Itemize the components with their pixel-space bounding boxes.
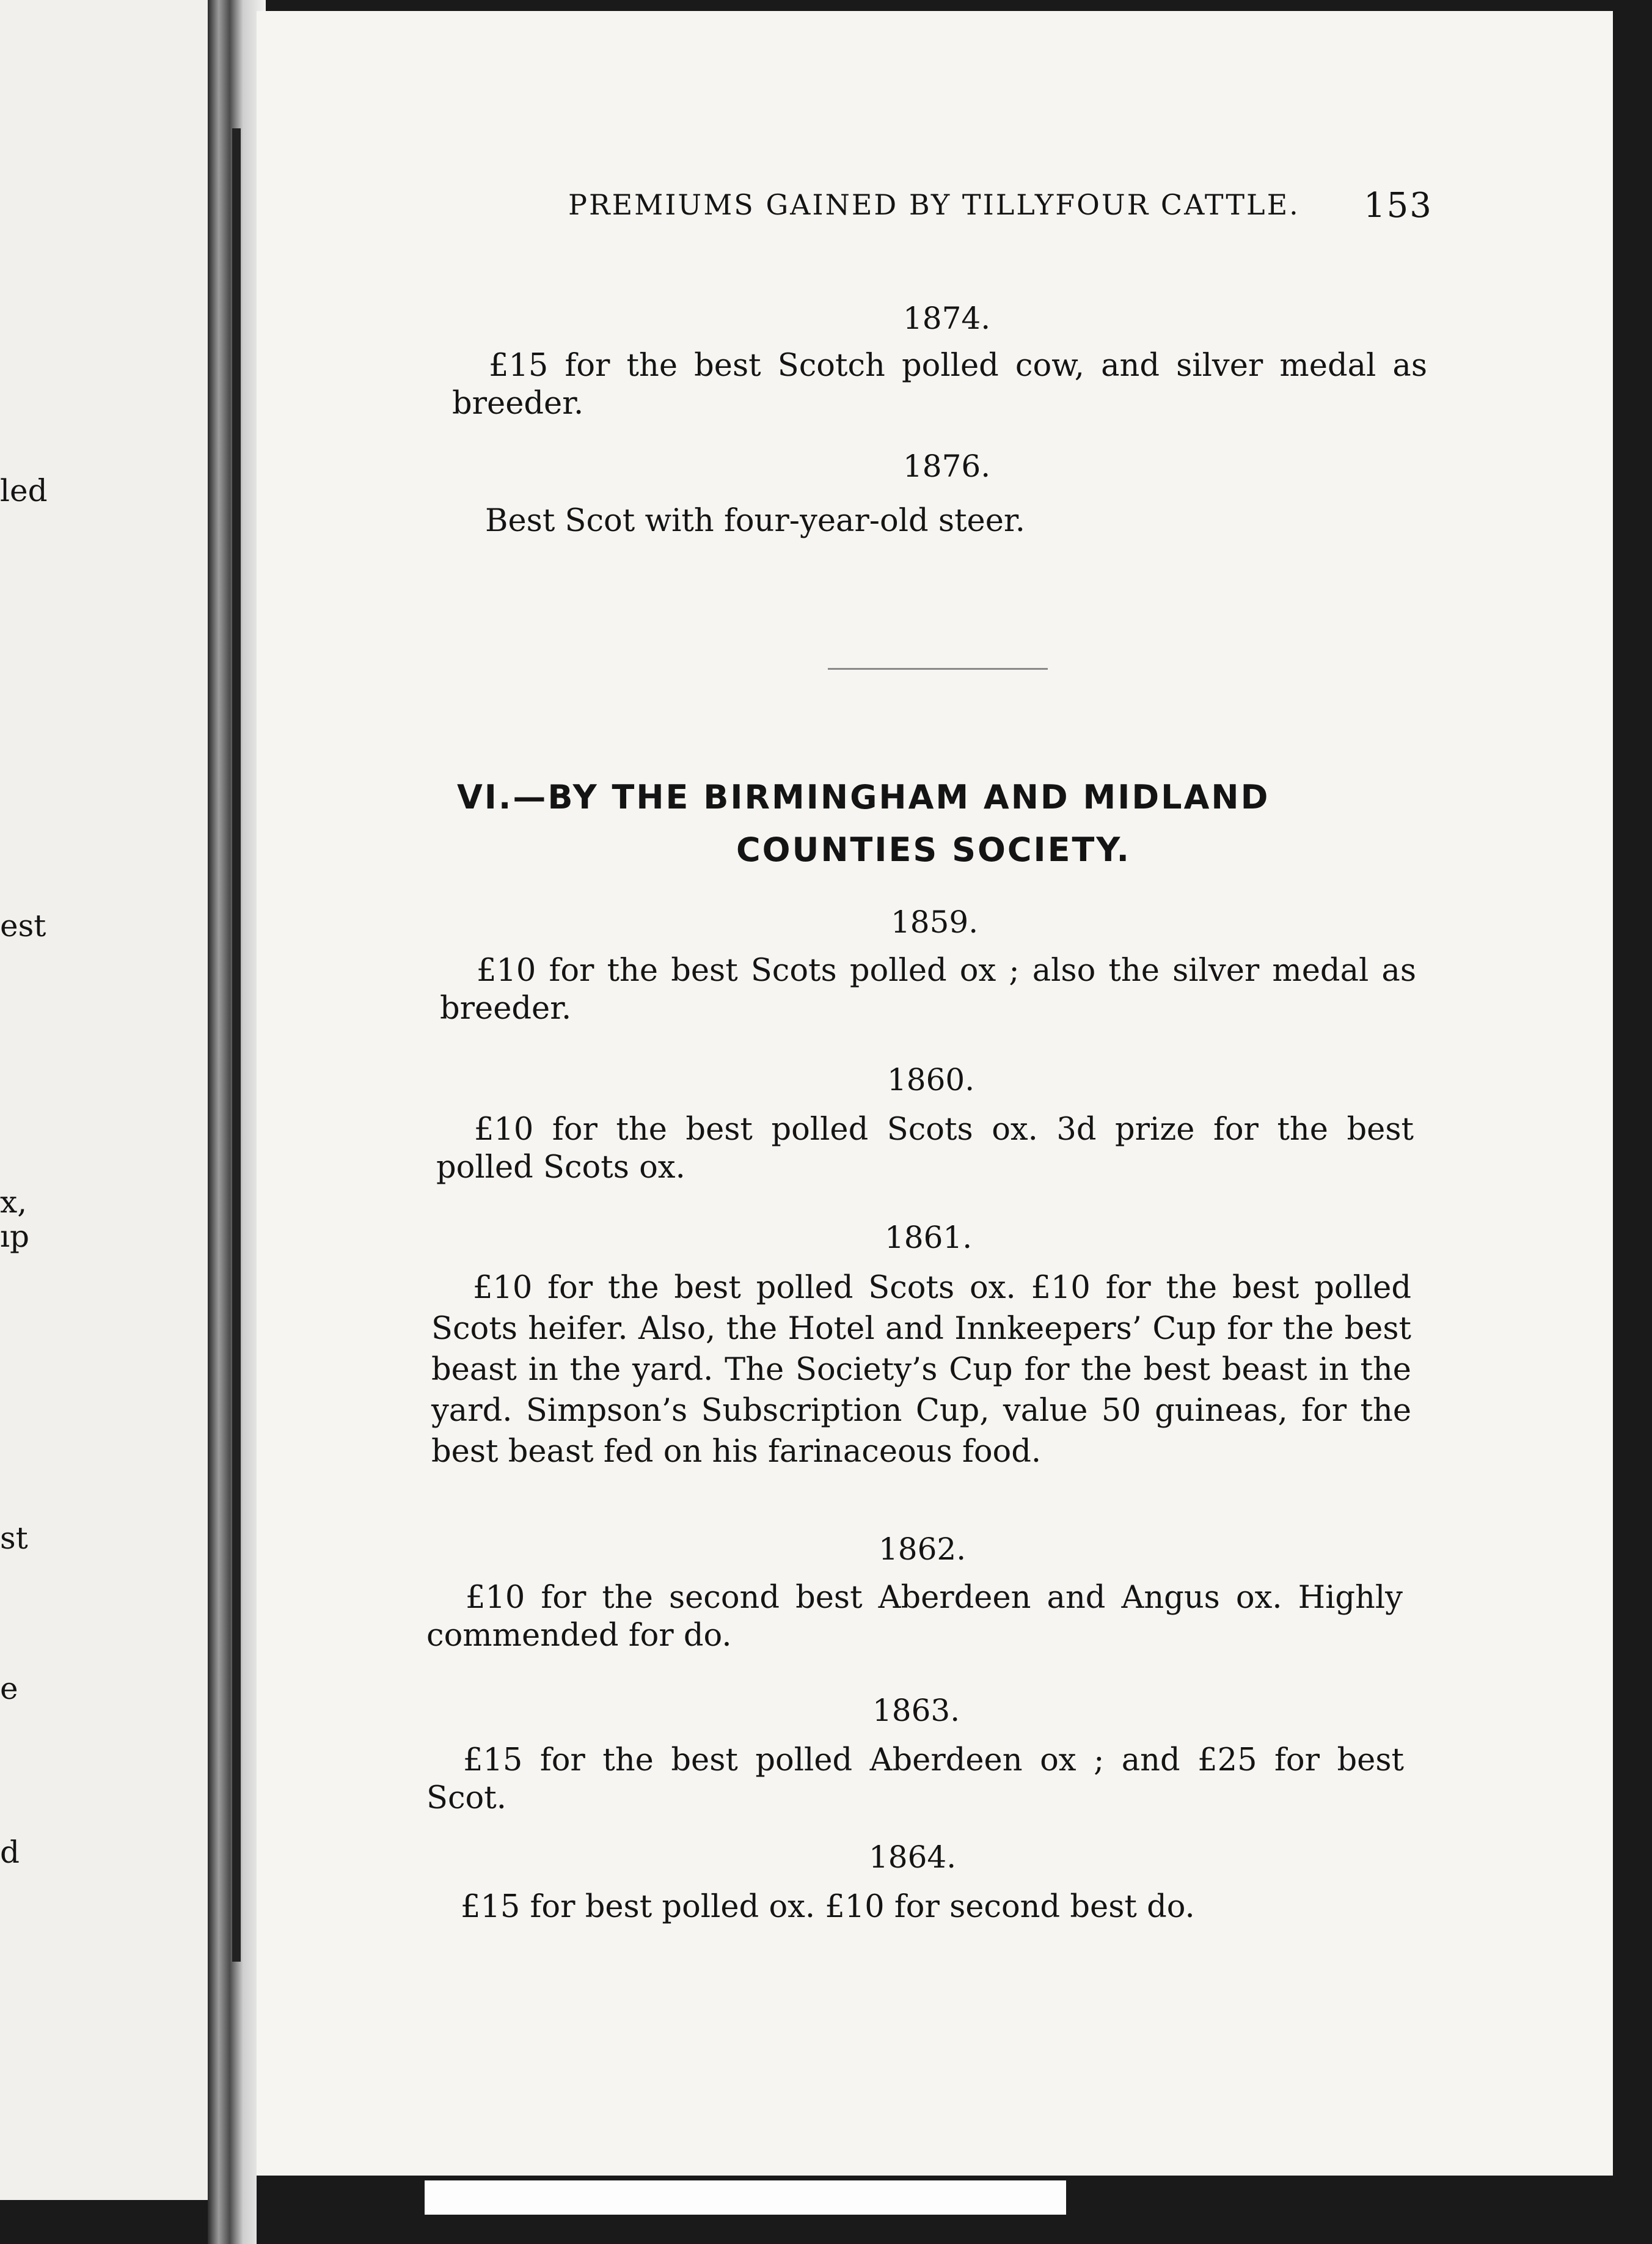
- entry-text: £15 for the best polled Aberdeen ox ; and £25 for best Scot.: [426, 1742, 1404, 1816]
- section-divider: [828, 668, 1048, 670]
- entry-text: £10 for the best polled Scots ox. £10 for the best polled Scots heifer. Also, the Hotel and Innkeepers’ Cup for the best beast in the yard. The Society’s Cup for the best beast in the yard. Simpson’s Subscription Cup, value 50 guineas, for the best beast fed on his farinaceous food.: [431, 1270, 1411, 1470]
- year-heading: 1859.: [891, 904, 979, 940]
- entry-text: £15 for the best Scotch polled cow, and silver medal as breeder.: [452, 348, 1427, 422]
- scan-label-strip: [425, 2180, 1066, 2215]
- page-edge-shadow: [1613, 0, 1652, 2244]
- year-heading: 1864.: [869, 1839, 957, 1875]
- premium-entry: [426, 1579, 1403, 1655]
- year-heading: 1861.: [885, 1220, 973, 1255]
- premium-entry: [440, 952, 1416, 1028]
- entry-text: Best Scot with four-year-old steer.: [485, 503, 1025, 539]
- left-fragment: ıp: [0, 1219, 29, 1254]
- year-heading: 1876.: [903, 449, 991, 484]
- entry-text: £10 for the best Scots polled ox ; also the silver medal as breeder.: [440, 953, 1416, 1027]
- left-fragment: e: [0, 1671, 18, 1706]
- section-heading-line1: VI.—BY THE BIRMINGHAM AND MIDLAND: [457, 778, 1270, 816]
- entry-text: £10 for the best polled Scots ox. 3d prize for the best polled Scots ox.: [436, 1112, 1414, 1186]
- premium-entry: [431, 1267, 1411, 1472]
- left-fragment: d: [0, 1835, 20, 1870]
- section-heading: [457, 771, 1410, 876]
- premium-entry: [426, 1888, 1404, 1926]
- premium-entry: [436, 1111, 1414, 1187]
- left-fragment: x,: [0, 1184, 27, 1220]
- year-heading: 1860.: [887, 1062, 975, 1098]
- premium-entry: [426, 1742, 1404, 1817]
- entry-text: £10 for the second best Aberdeen and Angus ox. Highly commended for do.: [426, 1580, 1403, 1654]
- left-fragment: est: [0, 908, 46, 944]
- entry-text: £15 for best polled ox. £10 for second best do.: [461, 1889, 1195, 1925]
- binding-edge: [232, 128, 241, 1962]
- year-heading: 1863.: [872, 1693, 960, 1728]
- premium-entry: [452, 502, 1427, 540]
- year-heading: 1862.: [879, 1531, 967, 1567]
- section-heading-line2: COUNTIES SOCIETY.: [736, 831, 1131, 869]
- year-heading: 1874.: [903, 301, 991, 336]
- left-fragment: led: [0, 473, 48, 508]
- premium-entry: [452, 347, 1427, 423]
- previous-page-edge: [0, 0, 208, 2200]
- page-number: 153: [1364, 186, 1433, 226]
- running-head-title: PREMIUMS GAINED BY TILLYFOUR CATTLE.: [568, 188, 1300, 221]
- left-fragment: st: [0, 1520, 28, 1556]
- running-head: [568, 186, 1436, 226]
